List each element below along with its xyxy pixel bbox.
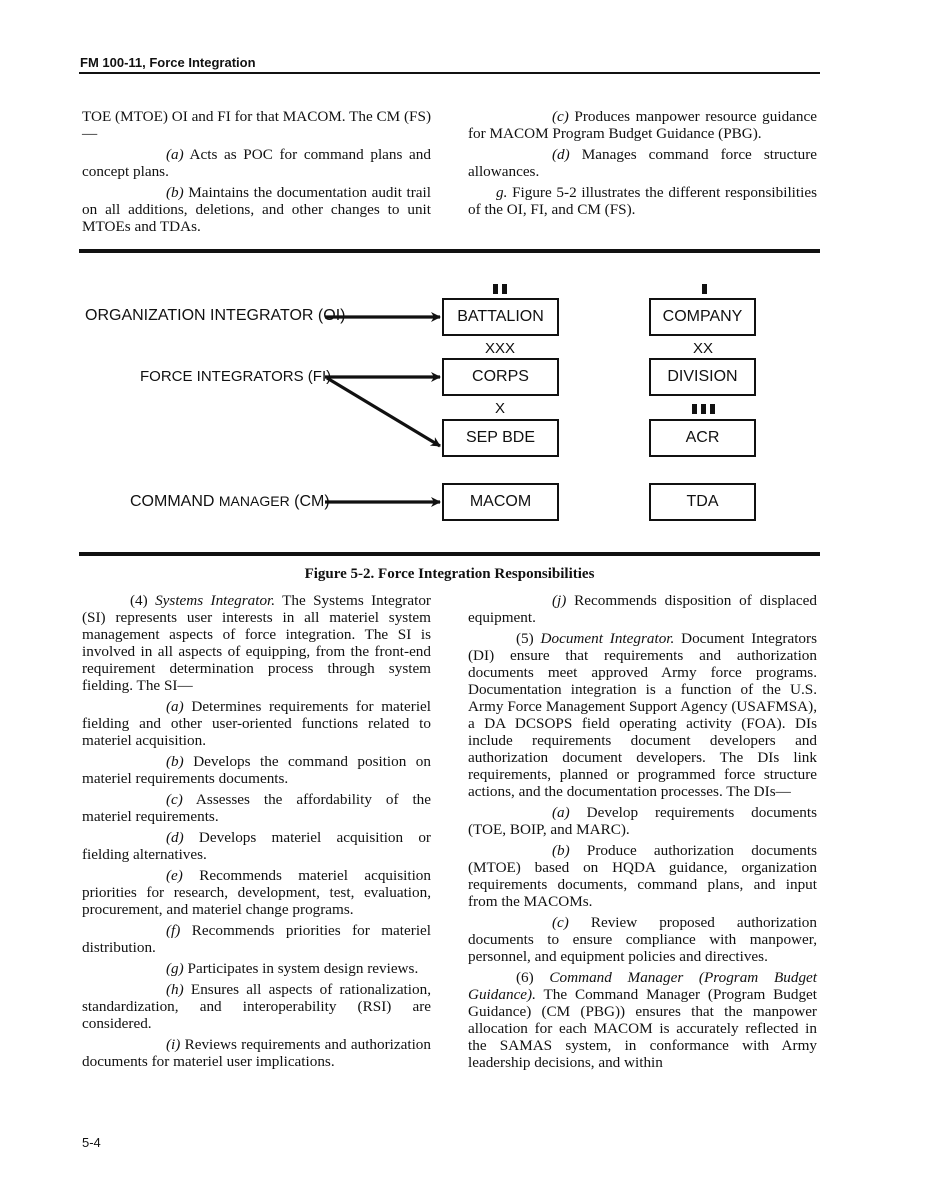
- header-rule: [79, 72, 820, 74]
- item-marker: (d): [552, 146, 570, 163]
- item-marker: (a): [166, 146, 184, 163]
- echelon-mark-company: [646, 284, 762, 294]
- paragraph: (a) Develop requirements documents (TOE, BOIP, and MARC).: [468, 804, 817, 838]
- page-number: 5-4: [82, 1135, 101, 1150]
- unit-box-company: COMPANY: [649, 298, 756, 336]
- unit-box-division: DIVISION: [649, 358, 756, 396]
- paragraph: (4) Systems Integrator. The Systems Integrator (SI) represents user interests in all materiel system management aspects of force integration. The SI is involved in all aspects of equipping, from the front-end requirement determination process through system fielding. The SI—: [82, 592, 431, 694]
- unit-box-macom: MACOM: [442, 483, 559, 521]
- item-marker: (b): [166, 753, 184, 770]
- figure-5-2: [79, 256, 820, 550]
- item-marker: (b): [166, 184, 184, 201]
- role-force-integrators: FORCE INTEGRATORS (FI): [140, 368, 332, 385]
- item-marker: (c): [552, 914, 569, 931]
- paragraph: (c) Produces manpower resource guidance for MACOM Program Budget Guidance (PBG).: [468, 108, 817, 142]
- paragraph: (b) Develops the command position on materiel requirements documents.: [82, 753, 431, 787]
- top-left-column: [82, 108, 431, 239]
- unit-box-tda: TDA: [649, 483, 756, 521]
- unit-box-battalion: BATTALION: [442, 298, 559, 336]
- paragraph: (c) Assesses the affordability of the materiel requirements.: [82, 791, 431, 825]
- paragraph: TOE (MTOE) OI and FI for that MACOM. The CM (FS)—: [82, 108, 431, 142]
- paragraph: (e) Recommends materiel acquisition priorities for research, development, test, evaluation, procurement, and materiel change programs.: [82, 867, 431, 918]
- item-marker: (i): [166, 1036, 181, 1053]
- item-marker: (h): [166, 981, 184, 998]
- item-marker: g.: [496, 184, 508, 201]
- echelon-mark-sep-bde: X: [494, 400, 505, 417]
- figure-caption: Figure 5-2. Force Integration Responsibilities: [304, 566, 595, 582]
- figure-bottom-rule: [79, 552, 820, 556]
- paragraph: (g) Participates in system design reviews.: [166, 960, 419, 977]
- paragraph: (b) Maintains the documentation audit trail on all additions, deletions, and other changes to unit MTOEs and TDAs.: [82, 184, 431, 235]
- item-marker: (e): [166, 867, 183, 884]
- item-marker: (f): [166, 922, 181, 939]
- role-command-manager: COMMAND MANAGER (CM): [130, 493, 330, 510]
- paragraph: (j) Recommends disposition of displaced equipment.: [468, 592, 817, 626]
- item-marker: (a): [166, 698, 184, 715]
- unit-box-acr: ACR: [649, 419, 756, 457]
- paragraph: (d) Develops materiel acquisition or fielding alternatives.: [82, 829, 431, 863]
- paragraph: (a) Determines requirements for materiel fielding and other user-oriented functions related to materiel acquisition.: [82, 698, 431, 749]
- paragraph: (h) Ensures all aspects of rationalization, standardization, and interoperability (RSI) are considered.: [82, 981, 431, 1032]
- section-title: Systems Integrator.: [147, 592, 276, 609]
- running-head: FM 100-11, Force Integration: [80, 55, 256, 70]
- paragraph: (i) Reviews requirements and authorization documents for materiel user implications.: [82, 1036, 431, 1070]
- paragraph: (b) Produce authorization documents (MTOE) based on HQDA guidance, organization requirements documents, command plans, and input from the MACOMs.: [468, 842, 817, 910]
- paragraph: (f) Recommends priorities for materiel distribution.: [82, 922, 431, 956]
- item-marker: (c): [166, 791, 183, 808]
- unit-box-sep-bde: SEP BDE: [442, 419, 559, 457]
- paragraph: (a) Acts as POC for command plans and concept plans.: [82, 146, 431, 180]
- item-marker: (a): [552, 804, 570, 821]
- item-marker: (b): [552, 842, 570, 859]
- bottom-right-column: [468, 592, 817, 1075]
- paragraph: (6) Command Manager (Program Budget Guidance). The Command Manager (Program Budget Guidance) (CM (PBG)) ensures that the manpower allocation for each MACOM is accurately reflected in the SAMAS system, in conformance with Army leadership decisions, and within: [468, 969, 817, 1071]
- unit-box-corps: CORPS: [442, 358, 559, 396]
- paragraph: (5) Document Integrator. Document Integrators (DI) ensure that requirements and authorization documents meet approved Army force programs. Documentation integration is a function of the U.S. Army Force Management Support Agency (USAFMSA), a DA DCSOPS field operating activity (FOA). DIs include requirements document developers and authorization document developers. The DIs link requirements, planned or programmed force structure actions, and the documentation processes. The DIs—: [468, 630, 817, 800]
- bottom-left-column: [82, 592, 431, 1074]
- figure-top-rule: [79, 249, 820, 253]
- section-title: Document Integrator.: [533, 630, 675, 647]
- paragraph: g. Figure 5-2 illustrates the different responsibilities of the OI, FI, and CM (FS).: [468, 184, 817, 218]
- echelon-mark-battalion: [442, 284, 558, 294]
- echelon-mark-corps: XXX: [484, 340, 515, 357]
- item-marker: (j): [552, 592, 567, 609]
- fi-arrow-sep-bde: [327, 378, 440, 446]
- section-title: Command Manager (Program Budget Guidance).: [468, 969, 817, 1003]
- role-organization-integrator: ORGANIZATION INTEGRATOR (OI): [85, 307, 346, 324]
- item-marker: (c): [552, 108, 569, 125]
- item-marker: (d): [166, 829, 184, 846]
- item-marker: (g): [166, 960, 184, 977]
- echelon-mark-division: XX: [692, 340, 713, 357]
- top-right-column: [468, 108, 817, 222]
- echelon-mark-acr: [645, 404, 761, 414]
- paragraph: (c) Review proposed authorization documents to ensure compliance with manpower, personnel, and equipment policies and directives.: [468, 914, 817, 965]
- paragraph: (d) Manages command force structure allowances.: [468, 146, 817, 180]
